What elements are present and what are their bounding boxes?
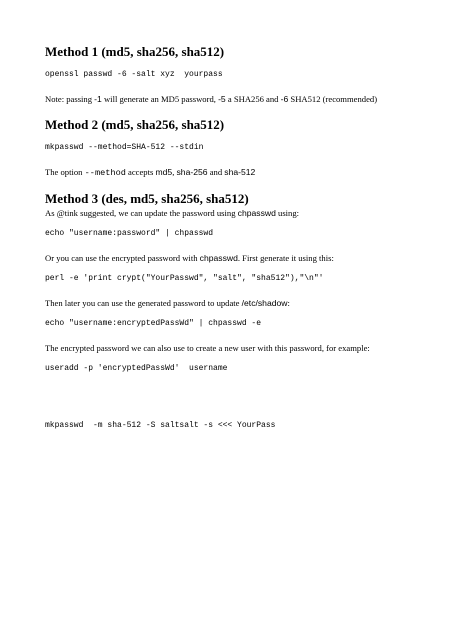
method2-code: mkpasswd --method=SHA-512 --stdin	[45, 143, 204, 152]
note-text: SHA512 (recommended)	[288, 94, 378, 104]
method3-heading: Method 3 (des, md5, sha256, sha512)	[45, 191, 249, 206]
method3-code1: echo "username:password" | chpasswd	[45, 229, 214, 238]
option-text: The option	[45, 167, 85, 177]
note-text: Note: passing	[45, 94, 95, 104]
option-value-sha512: sha-512	[224, 167, 256, 177]
note-text: will generate an MD5 password,	[101, 94, 219, 104]
spacer	[45, 240, 455, 252]
spacer	[45, 285, 455, 297]
spacer	[45, 179, 455, 191]
intro-text: using:	[275, 208, 300, 218]
method1-code: openssl passwd -6 -salt xyz yourpass	[45, 70, 223, 79]
spacer	[45, 60, 455, 69]
method3-code3: echo "username:encryptedPassWd" | chpasswd -e	[45, 319, 262, 328]
note-flag-1: -1	[94, 94, 102, 104]
or-text: Or you can use the encrypted password with	[45, 253, 200, 263]
intro-text: As @tink suggested, we can update the password using	[45, 208, 238, 218]
spacer	[45, 264, 455, 273]
method1-heading: Method 1 (md5, sha256, sha512)	[45, 44, 225, 59]
option-value-md5: md5	[155, 167, 173, 177]
option-value-sha256: sha-256	[176, 167, 208, 177]
method3-intro	[45, 207, 455, 219]
spacer	[45, 105, 455, 117]
spacer	[45, 309, 455, 318]
option-flag: --method	[84, 168, 126, 178]
or-command: chpasswd	[199, 253, 238, 263]
spacer	[45, 133, 455, 142]
option-text: and	[207, 167, 225, 177]
method3-new-user-text: The encrypted password we can also use to create a new user with this password, for example:	[45, 343, 370, 353]
method3-code2: perl -e 'print crypt("YourPasswd", "salt", "sha512"),"\n"'	[45, 274, 324, 283]
method3-then-text	[45, 297, 455, 309]
then-path: /etc/shadow	[241, 298, 288, 308]
note-text: a SHA256 and	[225, 94, 281, 104]
then-text: :	[287, 298, 290, 308]
document-content	[45, 44, 455, 432]
option-text: ,	[172, 167, 177, 177]
method1-note	[45, 93, 455, 105]
method3-or-text	[45, 252, 455, 264]
method2-option-text	[45, 166, 455, 179]
then-text: Then later you can use the generated password to update	[45, 298, 242, 308]
note-flag-6: -6	[280, 94, 289, 104]
option-text: accepts	[125, 167, 156, 177]
spacer	[45, 219, 455, 228]
spacer	[45, 81, 455, 93]
spacer	[45, 375, 455, 420]
intro-command: chpasswd	[237, 208, 276, 218]
spacer	[45, 330, 455, 342]
spacer	[45, 154, 455, 166]
or-text: . First generate it using this:	[237, 253, 334, 263]
method3-code4: useradd -p 'encryptedPassWd' username	[45, 364, 228, 373]
extra-code: mkpasswd -m sha-512 -S saltsalt -s <<< YourPass	[45, 421, 276, 430]
spacer	[45, 354, 455, 363]
method2-heading: Method 2 (md5, sha256, sha512)	[45, 117, 225, 132]
note-flag-5: -5	[218, 94, 226, 104]
